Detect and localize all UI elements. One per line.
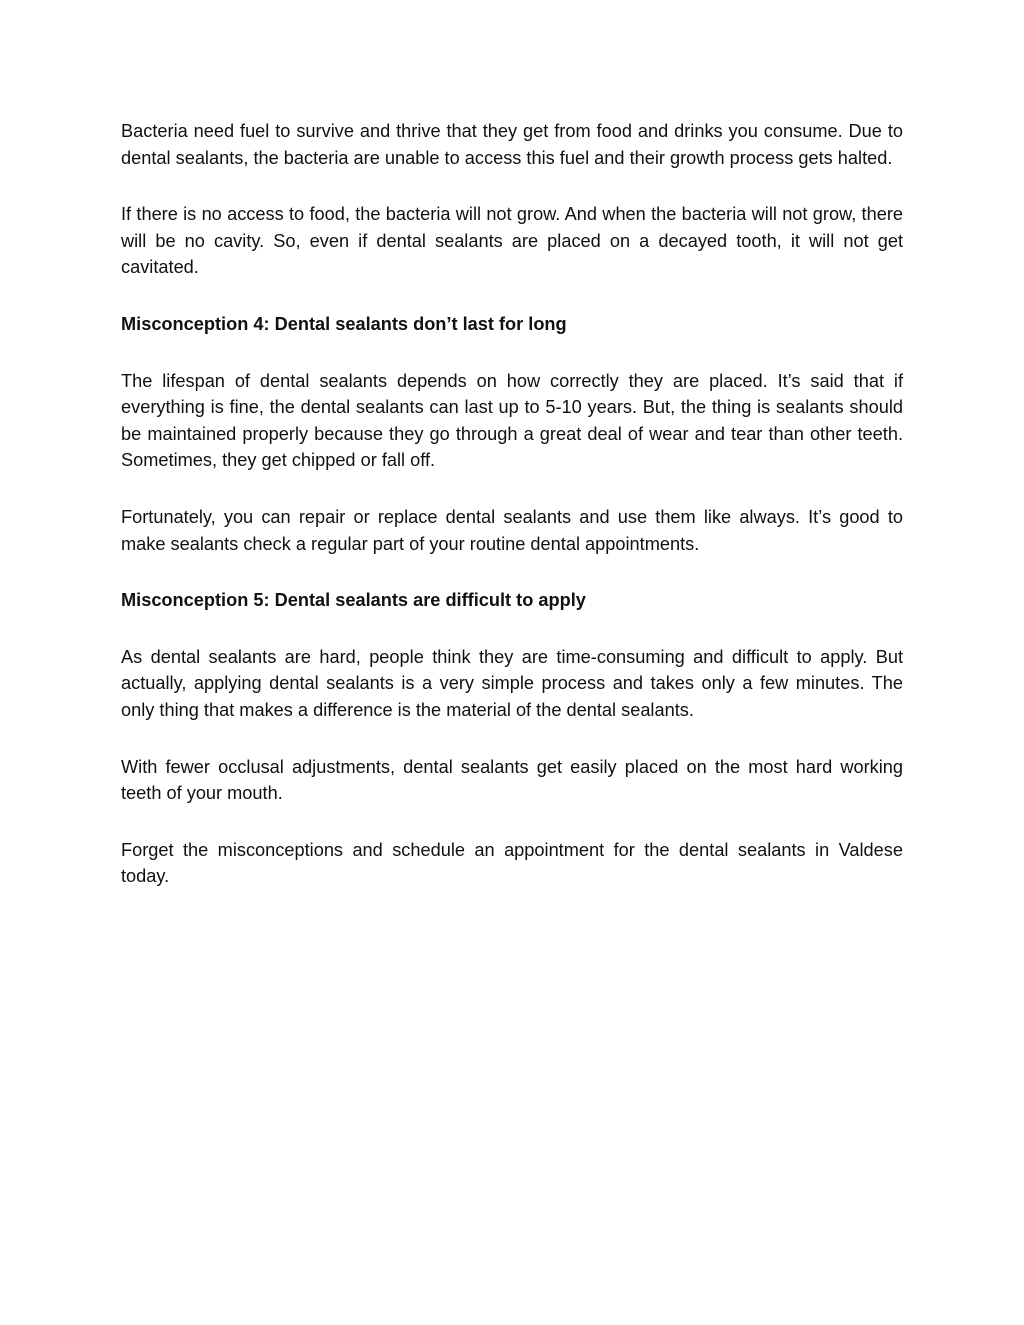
heading-misconception-4: Misconception 4: Dental sealants don’t last for long xyxy=(121,313,567,334)
paragraph-bacteria-fuel: Bacteria need fuel to survive and thrive that they get from food and drinks you consume. Due to dental sealants, the bacteria are unable to access this fuel and their growth process gets halted. xyxy=(121,121,903,168)
heading-misconception-5: Misconception 5: Dental sealants are difficult to apply xyxy=(121,590,586,611)
paragraph-lifespan: The lifespan of dental sealants depends on how correctly they are placed. It’s said that if everything is fine, the dental sealants can last up to 5-10 years. But, the thing is sealants should be maintained properly because they go through a great deal of wear and tear than other teeth. Sometimes, they get chipped or fall off. xyxy=(121,370,903,471)
paragraph-repair-replace: Fortunately, you can repair or replace dental sealants and use them like always. It’s good to make sealants check a regular part of your routine dental appointments. xyxy=(121,506,903,554)
paragraph-no-food-access: If there is no access to food, the bacteria will not grow. And when the bacteria will not grow, there will be no cavity. So, even if dental sealants are placed on a decayed tooth, it will not get cavitated. xyxy=(121,204,903,278)
document-page xyxy=(121,118,903,920)
paragraph-application: As dental sealants are hard, people think they are time-consuming and difficult to apply. But actually, applying dental sealants is a very simple process and takes only a few minutes. The only thing that makes a difference is the material of the dental sealants. xyxy=(121,646,903,720)
paragraph-schedule: Forget the misconceptions and schedule an appointment for the dental sealants in Valdese today. xyxy=(121,839,903,887)
paragraph-occlusal: With fewer occlusal adjustments, dental sealants get easily placed on the most hard working teeth of your mouth. xyxy=(121,756,903,804)
